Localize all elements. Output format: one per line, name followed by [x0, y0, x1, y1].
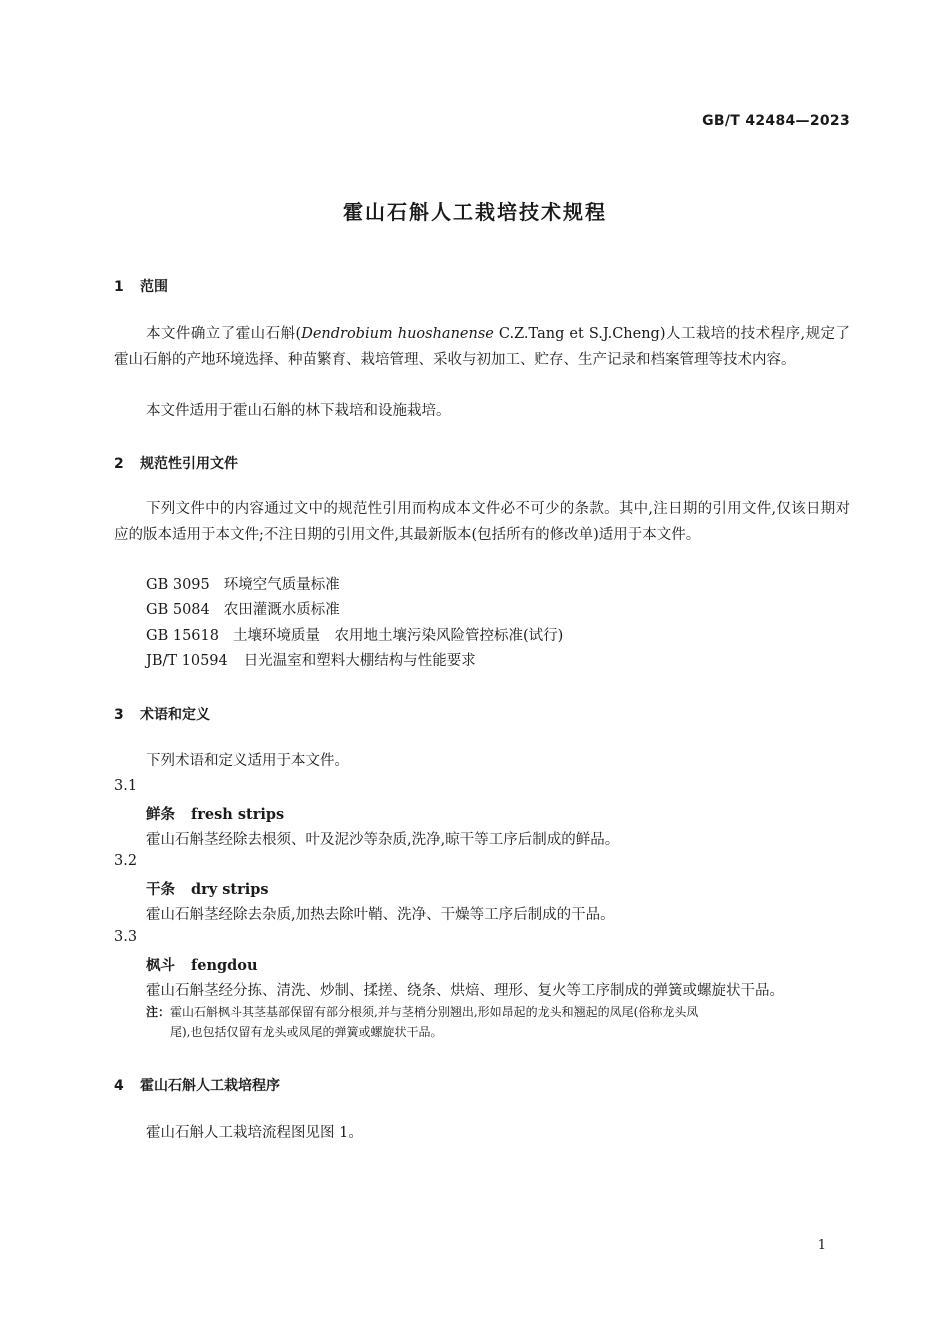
reference-name: 环境空气质量标准 [223, 577, 340, 593]
term-zh: 干条 [146, 882, 175, 898]
term-zh: 枫斗 [146, 958, 175, 974]
section-1-paragraph-2: 本文件适用于霍山石斛的林下栽培和设施栽培。 [146, 403, 451, 419]
text-run: 本文件确立了霍山石斛( [146, 326, 302, 342]
reference-item [146, 573, 340, 598]
term-number: 3.2 [114, 853, 138, 869]
note-line-1 [146, 1002, 852, 1022]
section-number: 1 [114, 279, 124, 295]
reference-item [146, 649, 476, 674]
reference-item [146, 598, 340, 623]
reference-name: 日光温室和塑料大棚结构与性能要求 [243, 653, 476, 669]
term-title [146, 954, 258, 975]
text-run: C.Z.Tang et S.J.Cheng)人工栽培的技术程序,规定了霍山石斛的产地环境选择、种苗繁育、栽培管理、采收与初加工、贮存、生产记录和档案管理等技术内容。 [114, 326, 850, 368]
note-label: 注： [146, 1005, 171, 1019]
section-3-heading [114, 704, 210, 724]
term-definition: 霍山石斛茎经除去杂质,加热去除叶鞘、洗净、干燥等工序后制成的干品。 [146, 907, 615, 923]
section-number: 2 [114, 456, 124, 472]
reference-code: GB 3095 [146, 577, 210, 593]
term-number: 3.1 [114, 778, 138, 794]
section-number: 4 [114, 1078, 124, 1094]
term-en: dry strips [191, 881, 269, 898]
note-text: 霍山石斛枫斗其茎基部保留有部分根须,并与茎梢分别翘出,形如昂起的龙头和翘起的凤尾(俗称龙头凤 [170, 1005, 699, 1019]
section-4-paragraph-1: 霍山石斛人工栽培流程图见图 1。 [146, 1125, 363, 1141]
term-title [146, 803, 284, 824]
term-title [146, 878, 269, 899]
page-number: 1 [817, 1238, 826, 1253]
section-3-intro: 下列术语和定义适用于本文件。 [146, 753, 349, 769]
section-4-heading [114, 1075, 280, 1095]
section-title: 范围 [140, 279, 168, 295]
term-number: 3.3 [114, 929, 138, 945]
section-title: 规范性引用文件 [140, 456, 238, 472]
standard-code: GB/T 42484—2023 [702, 113, 850, 129]
section-1-heading [114, 276, 168, 296]
reference-code: GB 5084 [146, 602, 210, 618]
section-number: 3 [114, 707, 124, 723]
note-line-2: 尾),也包括仅留有龙头或凤尾的弹簧或螺旋状干品。 [170, 1025, 443, 1039]
reference-name: 土壤环境质量 农用地土壤污染风险管控标准(试行) [232, 628, 564, 644]
reference-item [146, 624, 563, 649]
term-zh: 鲜条 [146, 807, 175, 823]
section-title: 霍山石斛人工栽培程序 [140, 1078, 280, 1094]
section-2-heading [114, 453, 238, 473]
document-title: 霍山石斛人工栽培技术规程 [343, 200, 607, 224]
section-title: 术语和定义 [140, 707, 210, 723]
latin-name: Dendrobium huoshanense [301, 326, 494, 342]
reference-name: 农田灌溉水质标准 [223, 602, 340, 618]
term-en: fengdou [191, 957, 258, 974]
reference-code: GB 15618 [146, 628, 219, 644]
section-2-paragraph-1: 下列文件中的内容通过文中的规范性引用而构成本文件必不可少的条款。其中,注日期的引用文件,仅该日期对应的版本适用于本文件;不注日期的引用文件,其最新版本(包括所有的修改单)适用于本文件。 [114, 501, 850, 543]
section-1-paragraph-1 [114, 322, 850, 373]
term-definition: 霍山石斛茎经分拣、清洗、炒制、揉搓、绕条、烘焙、理形、复火等工序制成的弹簧或螺旋状干品。 [146, 983, 784, 999]
note [146, 1002, 852, 1042]
reference-code: JB/T 10594 [146, 653, 228, 669]
term-definition: 霍山石斛茎经除去根须、叶及泥沙等杂质,洗净,晾干等工序后制成的鲜品。 [146, 832, 620, 848]
term-en: fresh strips [191, 806, 285, 823]
